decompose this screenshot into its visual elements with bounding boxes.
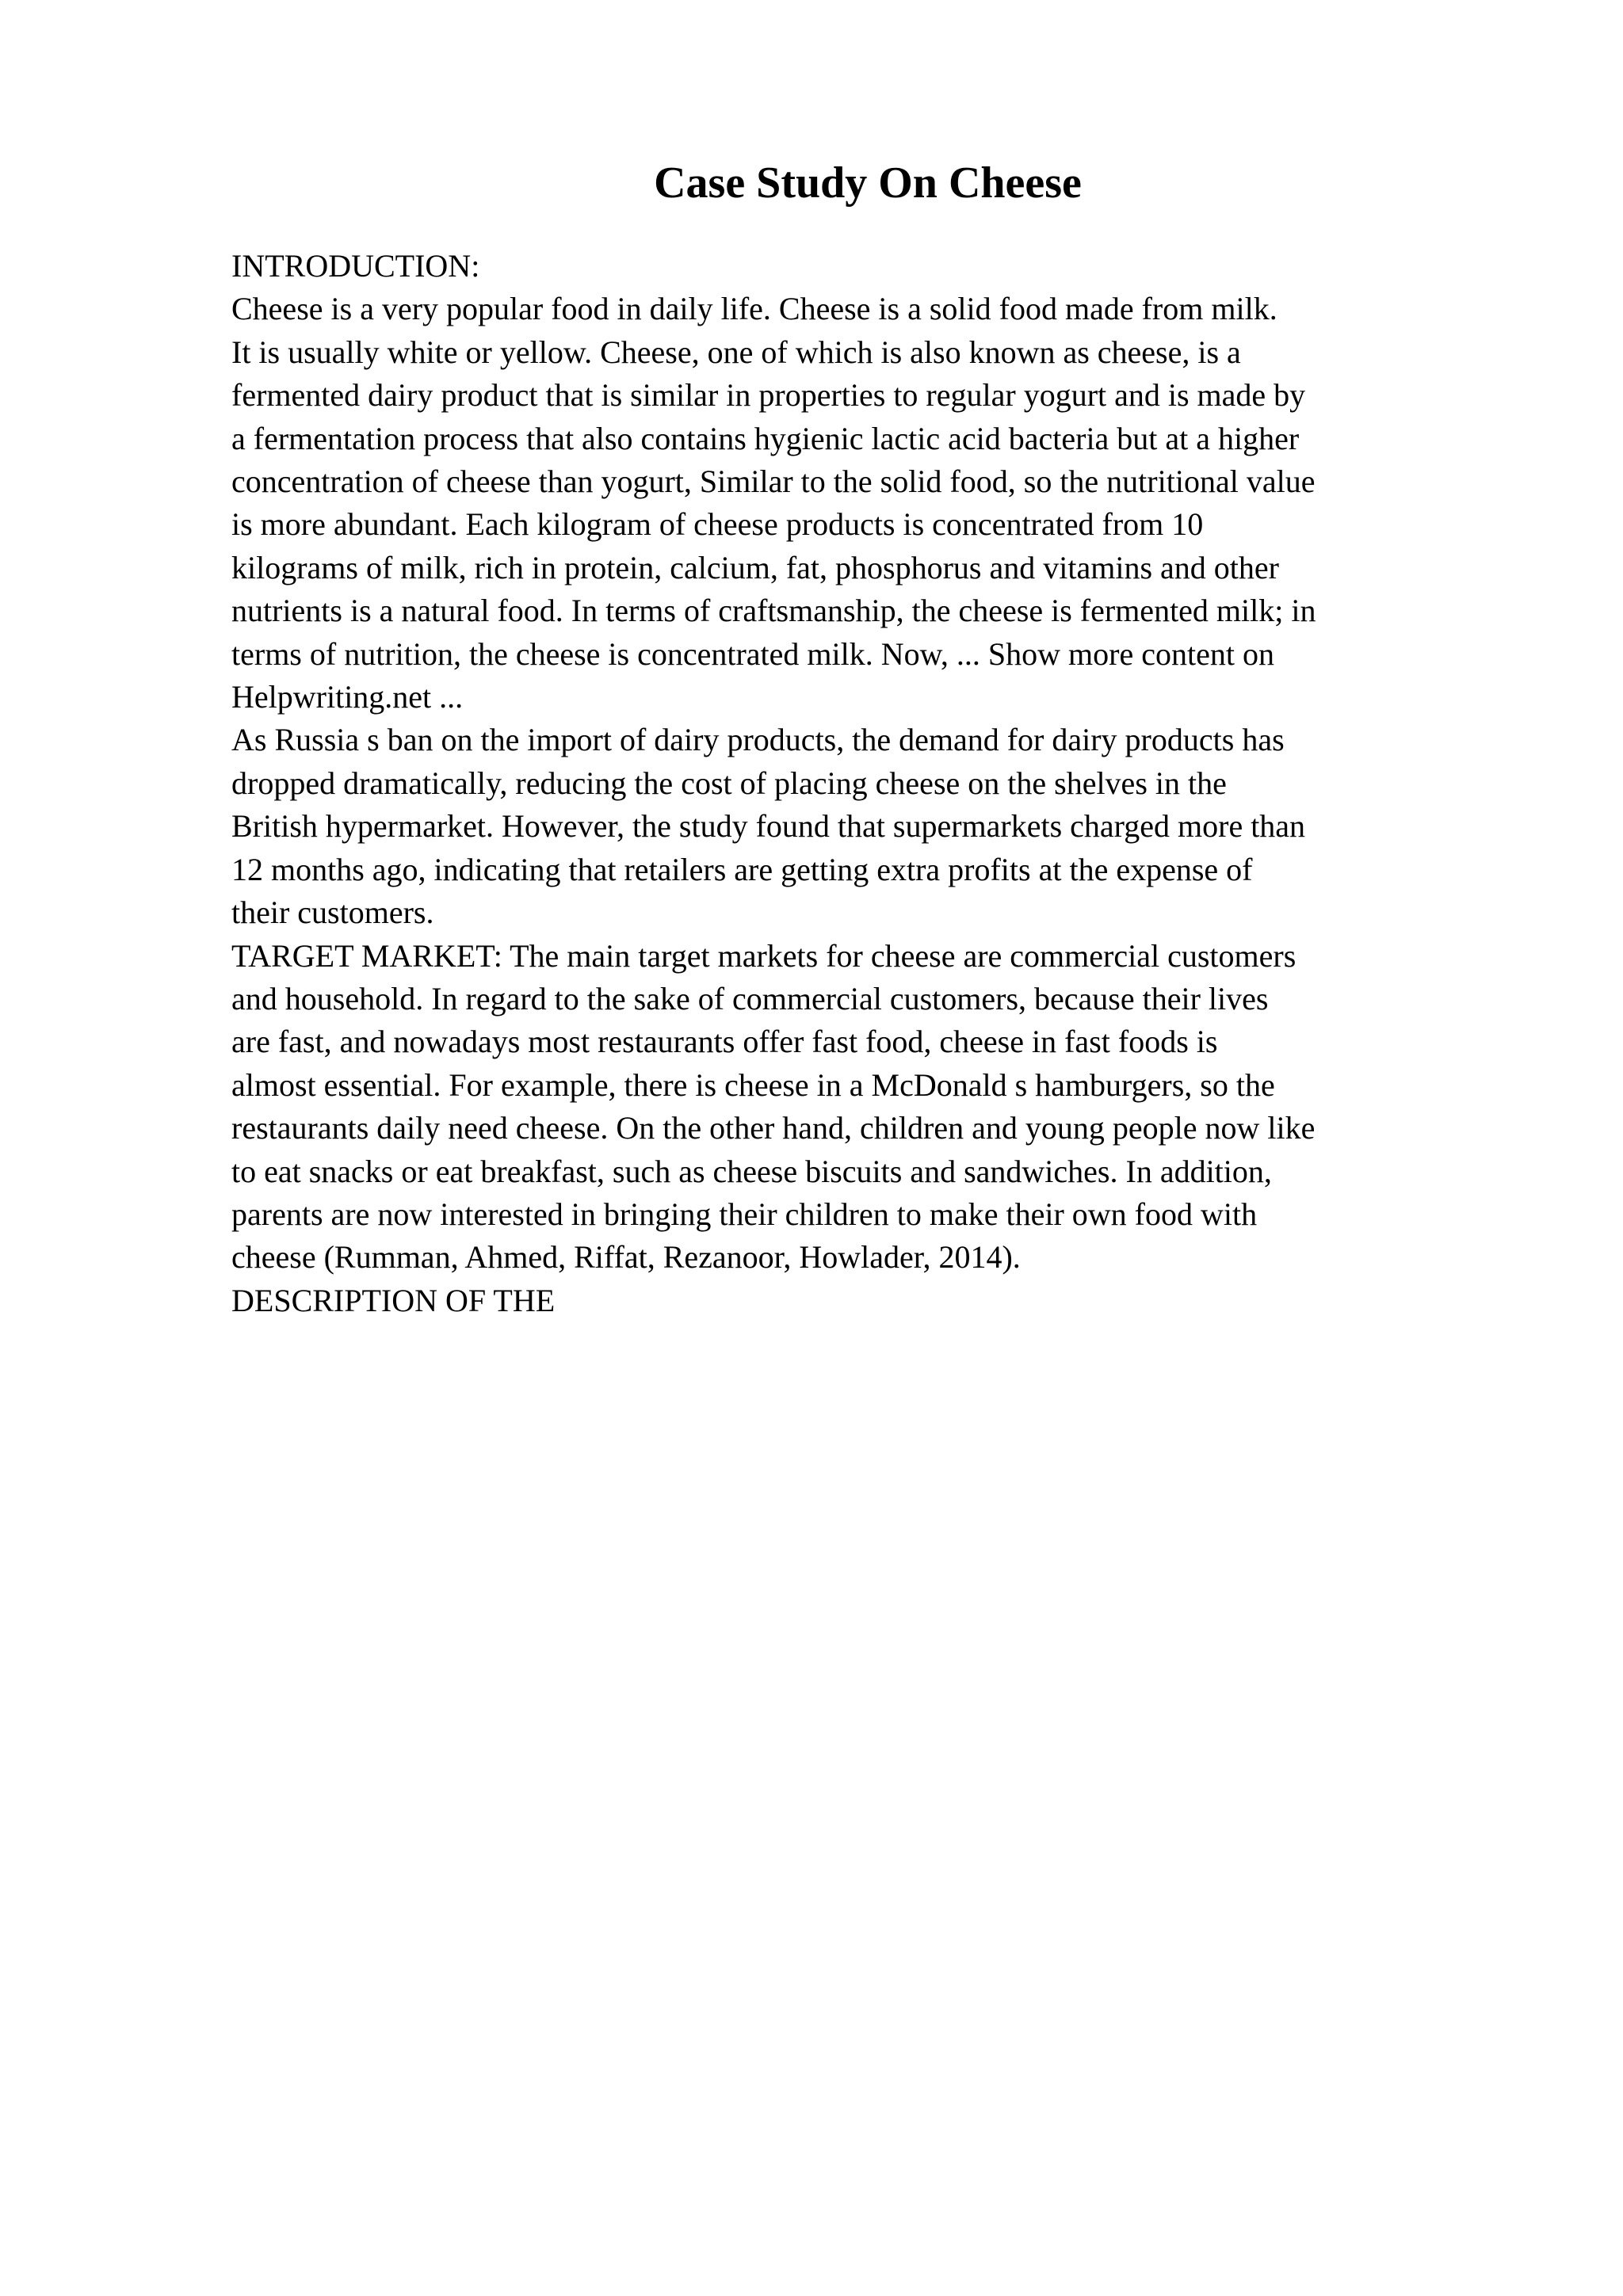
body-line: terms of nutrition, the cheese is concentrated milk. Now, ... Show more content on <box>231 635 1274 672</box>
body-line: 12 months ago, indicating that retailers are getting extra profits at the expense of <box>231 851 1253 887</box>
body-line: fermented dairy product that is similar in properties to regular yogurt and is made by <box>231 377 1306 414</box>
body-line: It is usually white or yellow. Cheese, one of which is also known as cheese, is a <box>231 334 1241 370</box>
body-line: and household. In regard to the sake of commercial customers, because their lives <box>231 980 1269 1016</box>
body-line: almost essential. For example, there is cheese in a McDonald s hamburgers, so the <box>231 1066 1275 1103</box>
body-line: restaurants daily need cheese. On the other hand, children and young people now like <box>231 1110 1316 1146</box>
body-line: is more abundant. Each kilogram of cheese products is concentrated from 10 <box>231 506 1204 543</box>
body-line: British hypermarket. However, the study found that supermarkets charged more than <box>231 808 1306 845</box>
body-line: kilograms of milk, rich in protein, calcium, fat, phosphorus and vitamins and other <box>231 549 1279 585</box>
body-line: INTRODUCTION: <box>231 248 480 284</box>
document-body <box>231 245 1531 1322</box>
body-line: are fast, and nowadays most restaurants offer fast food, cheese in fast foods is <box>231 1024 1218 1060</box>
body-line: parents are now interested in bringing their children to make their own food with <box>231 1196 1258 1232</box>
body-line: their customers. <box>231 894 434 931</box>
body-line: TARGET MARKET: The main target markets for cheese are commercial customers <box>231 937 1296 974</box>
document-title: Case Study On Cheese <box>654 158 1082 208</box>
body-line: a fermentation process that also contains hygienic lactic acid bacteria but at a higher <box>231 420 1300 456</box>
body-line: nutrients is a natural food. In terms of craftsmanship, the cheese is fermented milk; in <box>231 593 1316 629</box>
body-line: DESCRIPTION OF THE <box>231 1282 556 1318</box>
body-line: dropped dramatically, reducing the cost of placing cheese on the shelves in the <box>231 765 1227 801</box>
body-line: cheese (Rumman, Ahmed, Riffat, Rezanoor, Howlader, 2014). <box>231 1239 1021 1276</box>
body-line: As Russia s ban on the import of dairy products, the demand for dairy products has <box>231 722 1285 758</box>
body-line: Cheese is a very popular food in daily life. Cheese is a solid food made from milk. <box>231 291 1277 327</box>
body-line: to eat snacks or eat breakfast, such as cheese biscuits and sandwiches. In addition, <box>231 1153 1272 1189</box>
body-line: Helpwriting.net ... <box>231 679 464 715</box>
body-line: concentration of cheese than yogurt, Similar to the solid food, so the nutritional value <box>231 463 1316 500</box>
